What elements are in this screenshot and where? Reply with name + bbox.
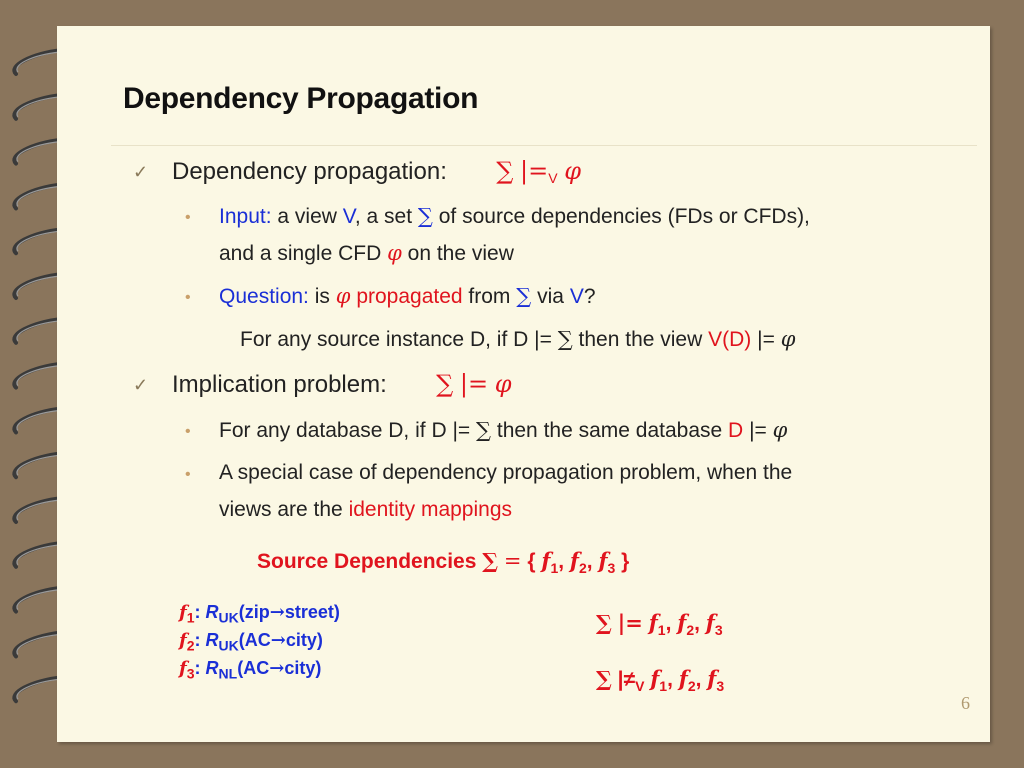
input-line-1 xyxy=(219,204,810,229)
f-symbol: f xyxy=(677,610,687,635)
phi-symbol: φ xyxy=(335,284,351,308)
sigma-symbol: ∑ xyxy=(596,610,612,635)
identity-mappings-word: identity mappings xyxy=(348,498,513,521)
view-subscript: V xyxy=(548,170,558,186)
check-mark-icon: ✓ xyxy=(133,162,149,182)
relation-r: R xyxy=(205,630,219,650)
subscript: 3 xyxy=(716,678,725,695)
subscript: 3 xyxy=(186,665,195,682)
f-symbol: f xyxy=(650,666,660,691)
f-symbol: f xyxy=(179,602,187,623)
database-d: D xyxy=(728,419,744,442)
sigma-symbol: ∑ xyxy=(557,327,573,351)
bullet-dot-icon: • xyxy=(185,289,191,306)
fd-tail: street) xyxy=(284,602,340,622)
phi-symbol: φ xyxy=(780,327,796,351)
special-case-line-1 xyxy=(219,461,792,485)
fd-f3: $f_3$: $R_{NL}(AC\to city)$ xyxy=(179,658,322,682)
implication-not-propagated: ∑ $|\ne_V$ $f_1$, $f_2$, $f_3$ xyxy=(596,666,725,695)
text: , a set xyxy=(354,205,413,228)
text: on the view xyxy=(407,242,514,265)
relation-subscript: UK xyxy=(218,637,239,654)
f-symbol: f xyxy=(678,666,688,691)
f-symbol: f xyxy=(648,610,658,635)
question-label: Question: xyxy=(219,285,309,308)
special-case-line-2 xyxy=(219,498,512,522)
sigma-symbol: ∑ xyxy=(476,418,492,442)
not-entails-symbol: |≠ xyxy=(617,668,636,691)
view-v: V xyxy=(342,205,355,228)
bullet-label: Implication problem: xyxy=(172,371,387,398)
for-any-database-line xyxy=(219,418,787,443)
text: is xyxy=(314,285,330,308)
f-symbol: f xyxy=(541,548,551,573)
sigma-symbol: ∑ xyxy=(436,370,454,398)
view-subscript: V xyxy=(635,678,645,695)
f-symbol: f xyxy=(179,658,187,679)
brace-close: } xyxy=(621,550,630,573)
relation-r: R xyxy=(205,658,219,678)
subscript: 1 xyxy=(550,560,559,577)
f-symbol: f xyxy=(707,666,717,691)
title-divider xyxy=(111,145,977,146)
text: a view xyxy=(277,205,337,228)
sigma-symbol: ∑ xyxy=(417,204,433,228)
equals-symbol: = xyxy=(503,549,522,573)
source-dependencies-line: Source Dependencies ∑ = { $f_1$, $f_2$, $f_3$ } xyxy=(257,548,630,577)
sigma-symbol: ∑ xyxy=(596,666,612,691)
fd-f2: $f_2$: $R_{UK}(AC\to city)$ xyxy=(179,630,323,654)
entails-symbol: |= xyxy=(617,610,643,635)
slide-page xyxy=(57,26,990,742)
subscript: 3 xyxy=(714,622,723,639)
text: |= xyxy=(749,419,767,442)
phi-symbol: φ xyxy=(564,157,582,185)
subscript: 1 xyxy=(659,678,668,695)
brace-open: { xyxy=(527,550,536,573)
phi-symbol: φ xyxy=(494,370,512,398)
fd-tail: city) xyxy=(284,658,322,678)
subscript: 3 xyxy=(607,560,616,577)
check-mark-icon: ✓ xyxy=(133,375,149,395)
arrow-icon: → xyxy=(270,630,286,651)
view-v: V xyxy=(569,285,584,308)
entails-symbol: |= xyxy=(459,370,489,398)
text: For any database D, if D |= xyxy=(219,419,471,442)
f-symbol: f xyxy=(179,630,187,651)
bullet-label: Dependency propagation: xyxy=(172,158,447,185)
subscript: 1 xyxy=(186,609,195,626)
slide-title: Dependency Propagation xyxy=(123,82,479,115)
input-line-2 xyxy=(219,241,514,266)
entails-symbol: |= xyxy=(520,157,549,185)
fd-f1: $f_1$: $R_{UK}(zip\to street)$ xyxy=(179,602,340,626)
sigma-symbol: ∑ xyxy=(496,157,514,185)
subscript: 2 xyxy=(186,637,195,654)
text: then the view xyxy=(578,328,703,351)
text: |= xyxy=(757,328,775,351)
page-number: 6 xyxy=(961,693,970,713)
subscript: 2 xyxy=(686,622,695,639)
question-line xyxy=(219,284,596,309)
sigma-symbol: ∑ xyxy=(482,548,499,573)
text: then the same database xyxy=(496,419,723,442)
subscript: 1 xyxy=(657,622,666,639)
f-symbol: f xyxy=(598,548,608,573)
for-any-source-line xyxy=(240,327,795,352)
relation-subscript: UK xyxy=(218,609,239,626)
propagated-word: propagated xyxy=(356,285,463,308)
phi-symbol: φ xyxy=(387,241,402,265)
bullet-dependency-propagation xyxy=(172,157,581,186)
text: For any source instance D, if D |= xyxy=(240,328,552,351)
bullet-dot-icon: • xyxy=(185,466,191,483)
text: views are the xyxy=(219,498,343,521)
text: ? xyxy=(583,285,596,308)
f-symbol: f xyxy=(705,610,715,635)
text: from xyxy=(468,285,511,308)
bullet-dot-icon: • xyxy=(185,209,191,226)
fd-body: (zip xyxy=(238,602,270,622)
text: via xyxy=(537,285,564,308)
subscript: 2 xyxy=(687,678,696,695)
relation-subscript: NL xyxy=(218,665,238,682)
input-label: Input: xyxy=(219,205,272,228)
view-of-d: V(D) xyxy=(708,328,752,351)
relation-r: R xyxy=(205,602,219,622)
arrow-icon: → xyxy=(269,658,285,679)
bullet-implication-problem xyxy=(172,370,512,399)
sigma-symbol: ∑ xyxy=(516,284,532,308)
text: A special case of dependency propagation problem, when the xyxy=(219,461,793,484)
source-deps-label: Source Dependencies xyxy=(257,550,477,573)
fd-tail: city) xyxy=(285,630,323,650)
text: of source dependencies (FDs or CFDs), xyxy=(438,205,810,228)
subscript: 2 xyxy=(578,560,587,577)
bullet-dot-icon: • xyxy=(185,423,191,440)
fd-body: (AC xyxy=(238,630,271,650)
arrow-icon: → xyxy=(269,602,285,623)
fd-body: (AC xyxy=(237,658,270,678)
f-symbol: f xyxy=(569,548,579,573)
phi-symbol: φ xyxy=(772,418,788,442)
text: and a single CFD xyxy=(219,242,382,265)
implication-holds: ∑ |= $f_1$, $f_2$, $f_3$ xyxy=(596,610,723,639)
